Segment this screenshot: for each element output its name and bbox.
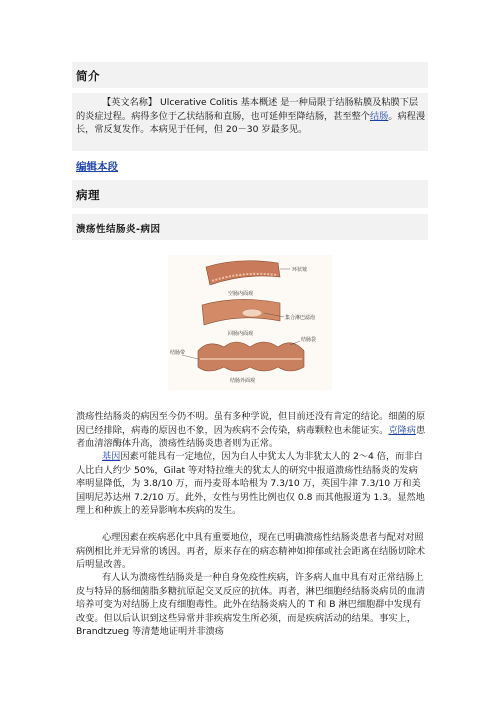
body-paragraph-4: 有人认为溃疡性结肠炎是一种自身免疫性疾病，许多病人血中具有对正常结肠上皮与特异的肠细菌脂多糖抗原起交叉反应的抗体。再者，淋巴细胞经结肠炎病员的血清培养可变为对结肠上皮有细胞毒性。此外在结肠炎病人的 T 和 B 淋巴细胞群中发现有改变。但以后认识到这些异常并非疾病发生所必须，而是疾病活动的结果。事实上， Brandtzueg 等清楚地证明并非溃疡 — [76, 572, 426, 638]
body-paragraph-2 — [76, 450, 426, 518]
figure-label-ileum: 回肠内面观 — [228, 331, 254, 337]
figure-label-taenia: 结肠带 — [170, 350, 186, 356]
intro-paragraph — [76, 96, 426, 137]
link-colon[interactable]: 结肠 — [370, 110, 389, 122]
intro-text-tail: 。病程漫长，常反复发作。本病见于任何，但 20－30 岁最多见。 — [76, 110, 426, 136]
pathology-heading-band — [72, 180, 428, 208]
intro-heading-band — [72, 62, 428, 88]
pathology-heading: 病理 — [76, 188, 100, 202]
body-p2-text: 因素可能具有一定地位，因为白人中犹太人为非犹太人的 2～4 倍，而非白人比白人约少 50%，Gilat 等对特拉维夫的犹太人的研究中报道溃疡性结肠炎的发病率明显降低，为 3.8/10 万，而丹麦哥本哈根为 7.3/10 万，英国牛津 7.3/10 万和美国明尼苏达州 7.2/10 万。此外，女性与男性比例也仅 0.8 而其他报道为 1.3。显然地理上和种族上的差异影响本疾病的发生。 — [76, 451, 425, 517]
figure-label-lymphoid: 集合淋巴滤泡 — [285, 315, 316, 321]
body-paragraph-1 — [76, 410, 426, 451]
figure-label-circular-folds: 环状皱 — [292, 267, 308, 273]
intestine-svg — [168, 255, 332, 390]
body-paragraph-3: 心理因素在疾病恶化中具有重要地位，现在已明确溃疡性结肠炎患者与配对对照病例相比并无异常的诱因。再者，原来存在的病态精神如抑郁或社会距离在结肠切除术后明显改善。 — [76, 532, 426, 571]
pathology-subheading: 溃疡性结肠炎-病因 — [76, 224, 161, 235]
body-p1-text: 溃疡性结肠炎的病因至今仍不明。虽有多种学说，但目前还没有肯定的结论。细菌的原因已经排除，病毒的原因也不象，因为疾病不会传染，病毒颗粒也未能证实。 — [76, 411, 426, 436]
intro-heading: 简介 — [76, 69, 100, 83]
body-p1-tail: 患者血清溶酶体升高，溃疡性结肠炎患者则为正常。 — [76, 424, 426, 450]
edit-section-link[interactable]: 编辑本段 — [76, 161, 118, 173]
intro-text-lead: 【英文名称】 Ulcerative Colitis 基本概述 是一种局限于结肠粘膜及粘膜下层的炎症过程。病得多位于乙状结肠和直肠，也可延伸至降结肠，甚至整个 — [76, 97, 419, 122]
intestine-illustration — [168, 255, 332, 390]
figure-label-jejunum: 空肠内面观 — [228, 291, 254, 297]
figure-label-colon: 结肠外面观 — [230, 378, 256, 384]
link-crohn[interactable]: 克隆病 — [388, 424, 416, 436]
figure-label-haustra: 结肠袋 — [301, 337, 317, 343]
link-gene[interactable]: 基因 — [102, 451, 121, 462]
